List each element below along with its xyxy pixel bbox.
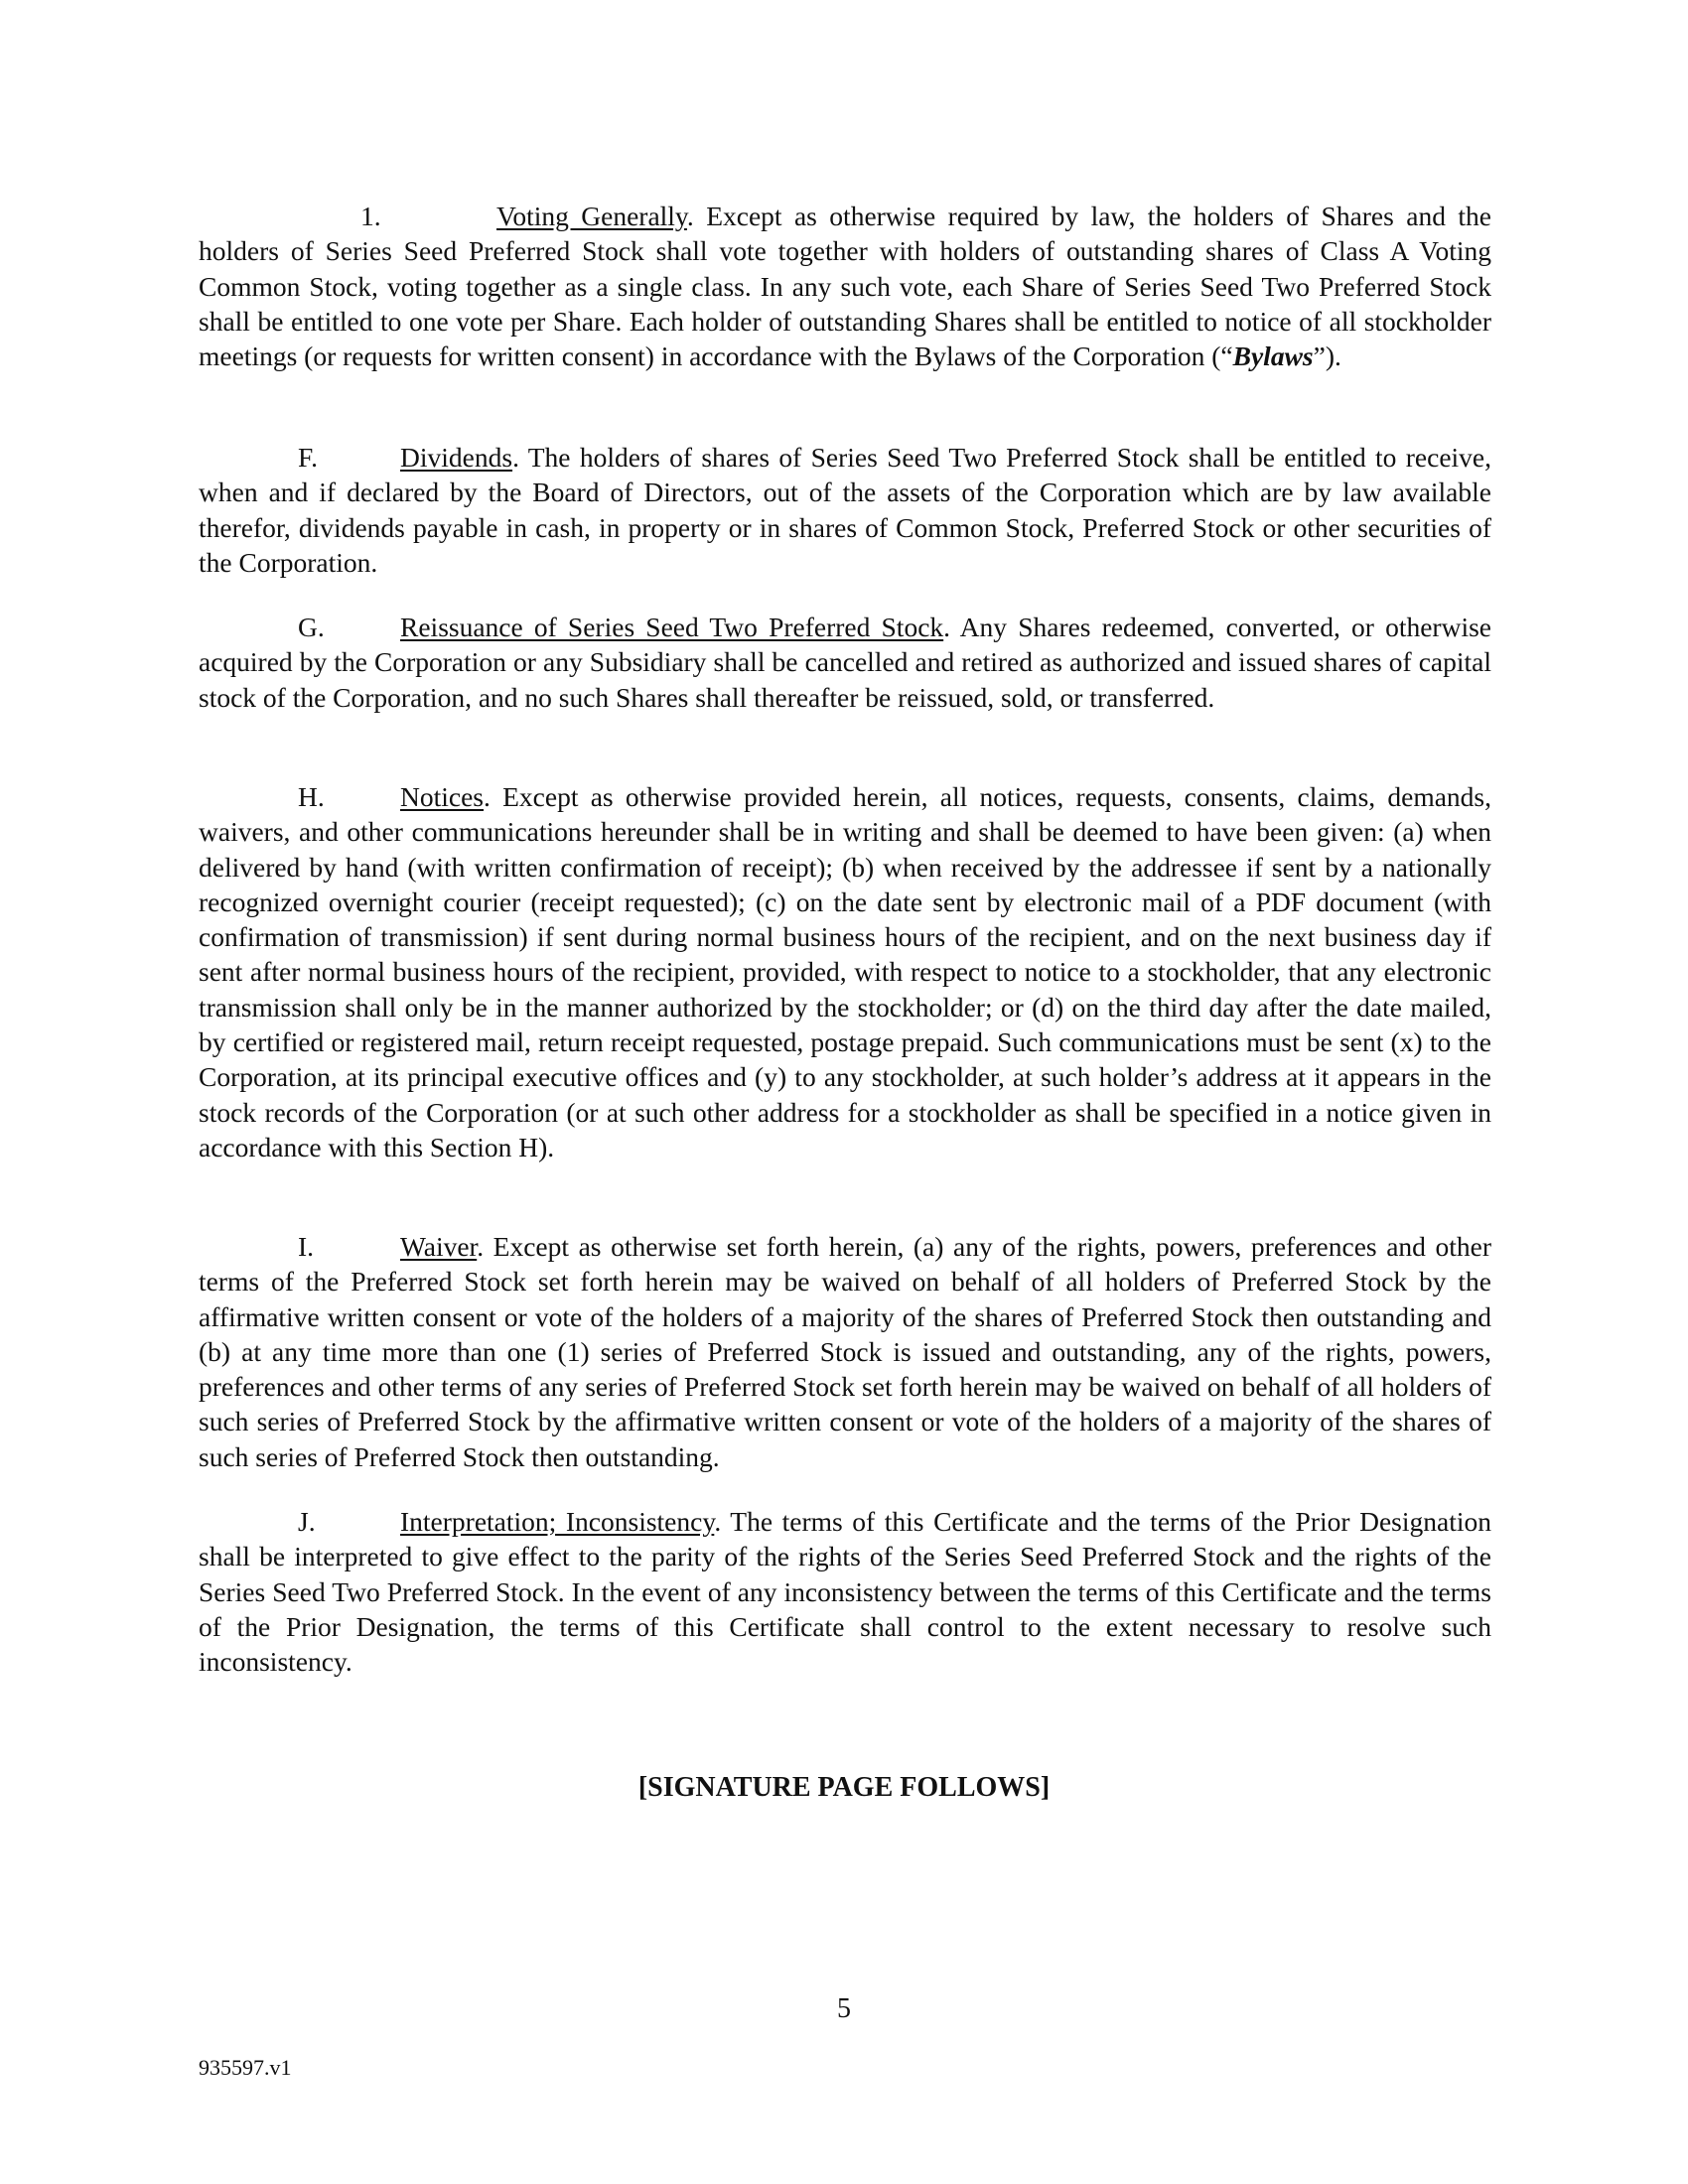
section-heading: Reissuance of Series Seed Two Preferred Stock	[400, 612, 944, 642]
document-id: 935597.v1	[199, 2055, 292, 2080]
section-notices	[199, 779, 1491, 1164]
section-interpretation	[199, 1504, 1491, 1679]
defined-term: Bylaws	[1232, 341, 1314, 372]
page-number: 5	[837, 1993, 851, 2024]
section-text: . Any Shares redeemed, converted, or otherwise acquired by the Corporation or any Subsidiary shall be cancelled and retired as authorized and issued shares of capital stock of the Corporation, and no such Shares shall thereafter be reissued, sold, or transferred.	[199, 612, 1491, 713]
section-waiver	[199, 1229, 1491, 1474]
section-text: . The holders of shares of Series Seed Two Preferred Stock shall be entitled to receive, when and if declared by the Board of Directors, out of the assets of the Corporation which are by law available therefor, dividends payable in cash, in property or in shares of Common Stock, Preferred Stock or other securities of the Corporation.	[199, 442, 1491, 578]
section-reissuance	[199, 610, 1491, 715]
section-number: 1.	[360, 201, 381, 231]
section-text: . Except as otherwise provided herein, all notices, requests, consents, claims, demands, waivers, and other communications hereunder shall be in writing and shall be deemed to have been given: (a) when delivered by hand (with written confirmation of receipt); (b) when received by the addressee if sent by a nationally recognized overnight courier (receipt requested); (c) on the date sent by electronic mail of a PDF document (with confirmation of transmission) if sent during normal business hours of the recipient, and on the next business day if sent after normal business hours of the recipient, provided, with respect to notice to a stockholder, that any electronic transmission shall only be in the manner authorized by the stockholder; or (d) on the third day after the date mailed, by certified or registered mail, return receipt requested, postage prepaid. Such communications must be sent (x) to the Corporation, at its principal executive offices and (y) to any stockholder, at such holder’s address at it appears in the stock records of the Corporation (or at such other address for a stockholder as shall be specified in a notice given in accordance with this Section H).	[199, 781, 1491, 1162]
section-heading: Waiver	[400, 1231, 478, 1262]
section-heading: Voting Generally	[496, 201, 687, 231]
signature-page-notice: [SIGNATURE PAGE FOLLOWS]	[637, 1772, 1051, 1803]
section-voting-generally	[199, 199, 1491, 373]
section-text-end: ”).	[1313, 341, 1341, 372]
section-text: . Except as otherwise set forth herein, (a) any of the rights, powers, preferences and other terms of the Preferred Stock set forth herein may be waived on behalf of all holders of Preferred Stock by the affirmative written consent or vote of the holders of a majority of the shares of Preferred Stock then outstanding and (b) at any time more than one (1) series of Preferred Stock is issued and outstanding, any of the rights, powers, preferences and other terms of any series of Preferred Stock set forth herein may be waived on behalf of all holders of such series of Preferred Stock by the affirmative written consent or vote of the holders of a majority of the shares of such series of Preferred Stock then outstanding.	[199, 1231, 1491, 1472]
section-number: I.	[298, 1231, 315, 1262]
section-heading: Notices	[400, 781, 485, 812]
section-number: H.	[298, 781, 325, 812]
section-text: . The terms of this Certificate and the terms of the Prior Designation shall be interpreted to give effect to the parity of the rights of the Series Seed Preferred Stock and the rights of the Series Seed Two Preferred Stock. In the event of any inconsistency between the terms of this Certificate and the terms of the Prior Designation, the terms of this Certificate shall control to the extent necessary to resolve such inconsistency.	[199, 1506, 1492, 1678]
section-number: J.	[298, 1506, 316, 1537]
section-number: F.	[298, 442, 318, 473]
section-dividends	[199, 440, 1491, 580]
section-heading: Dividends	[400, 442, 513, 473]
section-heading: Interpretation; Inconsistency	[400, 1506, 715, 1537]
section-text: . Except as otherwise required by law, the holders of Shares and the holders of Series Seed Preferred Stock shall vote together with holders of outstanding shares of Class A Voting Common Stock, voting together as a single class. In any such vote, each Share of Series Seed Two Preferred Stock shall be entitled to one vote per Share. Each holder of outstanding Shares shall be entitled to notice of all stockholder meetings (or requests for written consent) in accordance with the Bylaws of the Corporation (“	[199, 201, 1491, 372]
section-number: G.	[298, 612, 325, 642]
